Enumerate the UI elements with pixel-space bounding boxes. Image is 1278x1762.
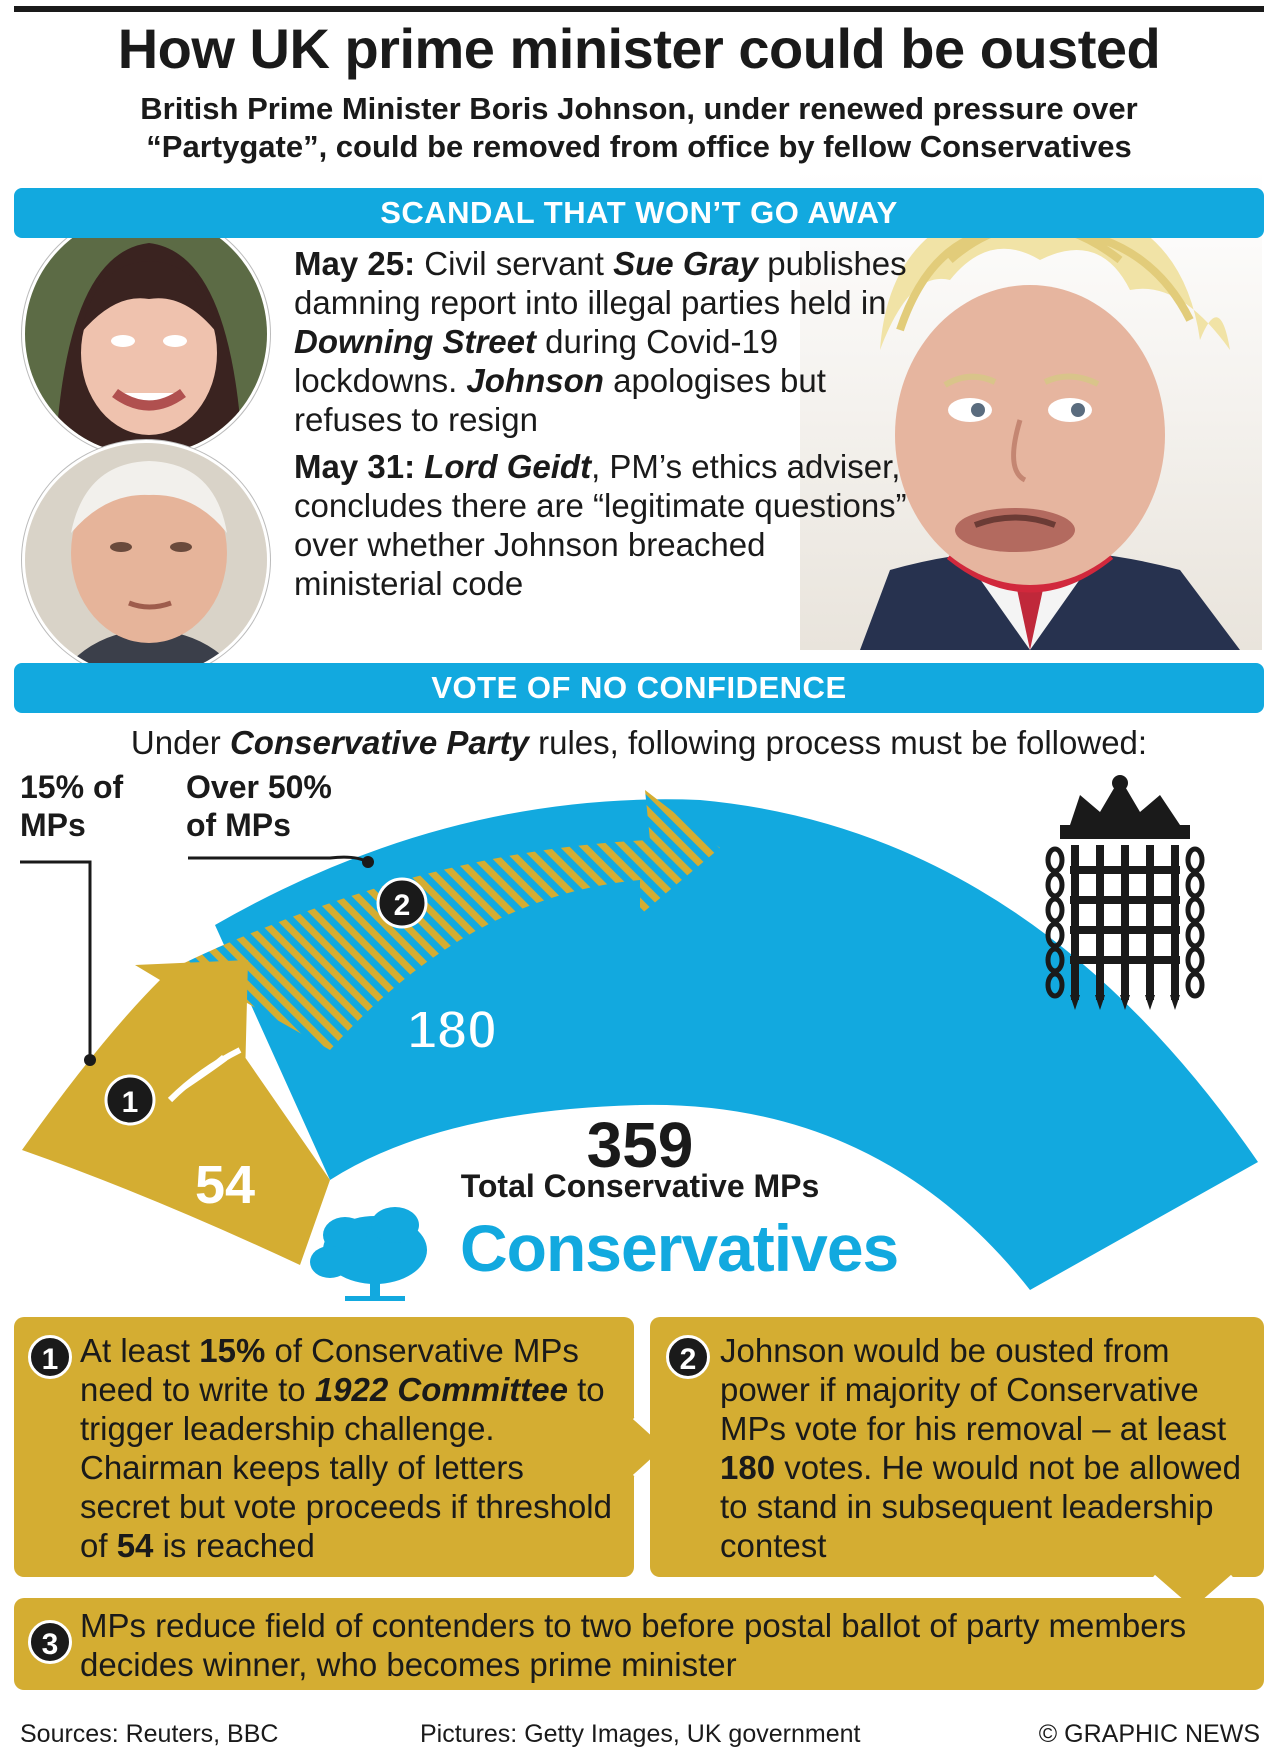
timeline-may31: May 31: Lord Geidt, PM’s ethics adviser, concludes there are “legitimate questions” over whether Johnson breached ministerial code [294, 448, 907, 602]
step3-box: 3 MPs reduce field of contenders to two before postal ballot of party members decides winner, who becomes prime minister [14, 1598, 1264, 1690]
footer-copyright: © GRAPHIC NEWS [1038, 1720, 1260, 1748]
lord-geidt-portrait-illustration [25, 443, 270, 680]
step1-box: 1 At least 15% of Conservative MPs need to write to 1922 Committee to trigger leadership challenge. Chairman keeps tally of letters secret but vote proceeds if threshold of 54 is reached [14, 1317, 634, 1577]
rules-intro: Under Conservative Party rules, following process must be followed: [130, 724, 1148, 761]
page-subtitle [20, 90, 1258, 166]
arc-step1-badge-text: 1 [121, 1086, 139, 1119]
subtitle-line-1: British Prime Minister Boris Johnson, under renewed pressure over [140, 91, 1138, 126]
sue-gray-portrait-illustration [25, 213, 270, 458]
conservative-tree-icon [310, 1207, 427, 1301]
portcullis-icon [1048, 775, 1202, 1010]
scandal-banner: SCANDAL THAT WON’T GO AWAY [14, 188, 1264, 238]
conservatives-logo-text: Conservatives [460, 1211, 899, 1285]
total-mps-label: Total Conservative MPs [460, 1168, 820, 1204]
label-15-percent: 15% of MPs [20, 769, 124, 843]
scandal-timeline [294, 244, 914, 611]
subtitle-line-2: “Partygate”, could be removed from office by fellow Conservatives [146, 129, 1132, 164]
step3-badge: 3 [28, 1620, 72, 1664]
label1-leader-dot [84, 1054, 96, 1066]
footer-sources: Sources: Reuters, BBC [20, 1720, 279, 1748]
threshold-54: 54 [194, 1155, 256, 1215]
label-over-50-percent: Over 50% of MPs [186, 769, 332, 843]
step1-badge: 1 [28, 1335, 72, 1379]
page-title: How UK prime minister could be ousted [117, 17, 1161, 80]
threshold-180: 180 [406, 1000, 498, 1060]
label2-leader [188, 857, 368, 862]
arc-step2-badge-text: 2 [393, 889, 411, 922]
timeline-may25: May 25: Civil servant Sue Gray publishes damning report into illegal parties held in Downing Street during Covid-19 lockdowns. Johnson apologises but refuses to resign [294, 245, 907, 438]
sue-gray-photo [22, 210, 270, 458]
footer-pictures: Pictures: Getty Images, UK government [420, 1720, 861, 1748]
label2-leader-dot [362, 856, 374, 868]
lord-geidt-photo [22, 440, 270, 680]
vote-banner: VOTE OF NO CONFIDENCE [14, 663, 1264, 713]
step2-badge: 2 [666, 1335, 710, 1379]
label1-leader [20, 862, 90, 1060]
top-rule [14, 6, 1264, 12]
step2-box: 2 Johnson would be ousted from power if majority of Conservative MPs vote for his removal – at least 180 votes. He would not be allowed to stand in subsequent leadership contest [650, 1317, 1264, 1577]
total-mps-number: 359 [586, 1109, 694, 1181]
